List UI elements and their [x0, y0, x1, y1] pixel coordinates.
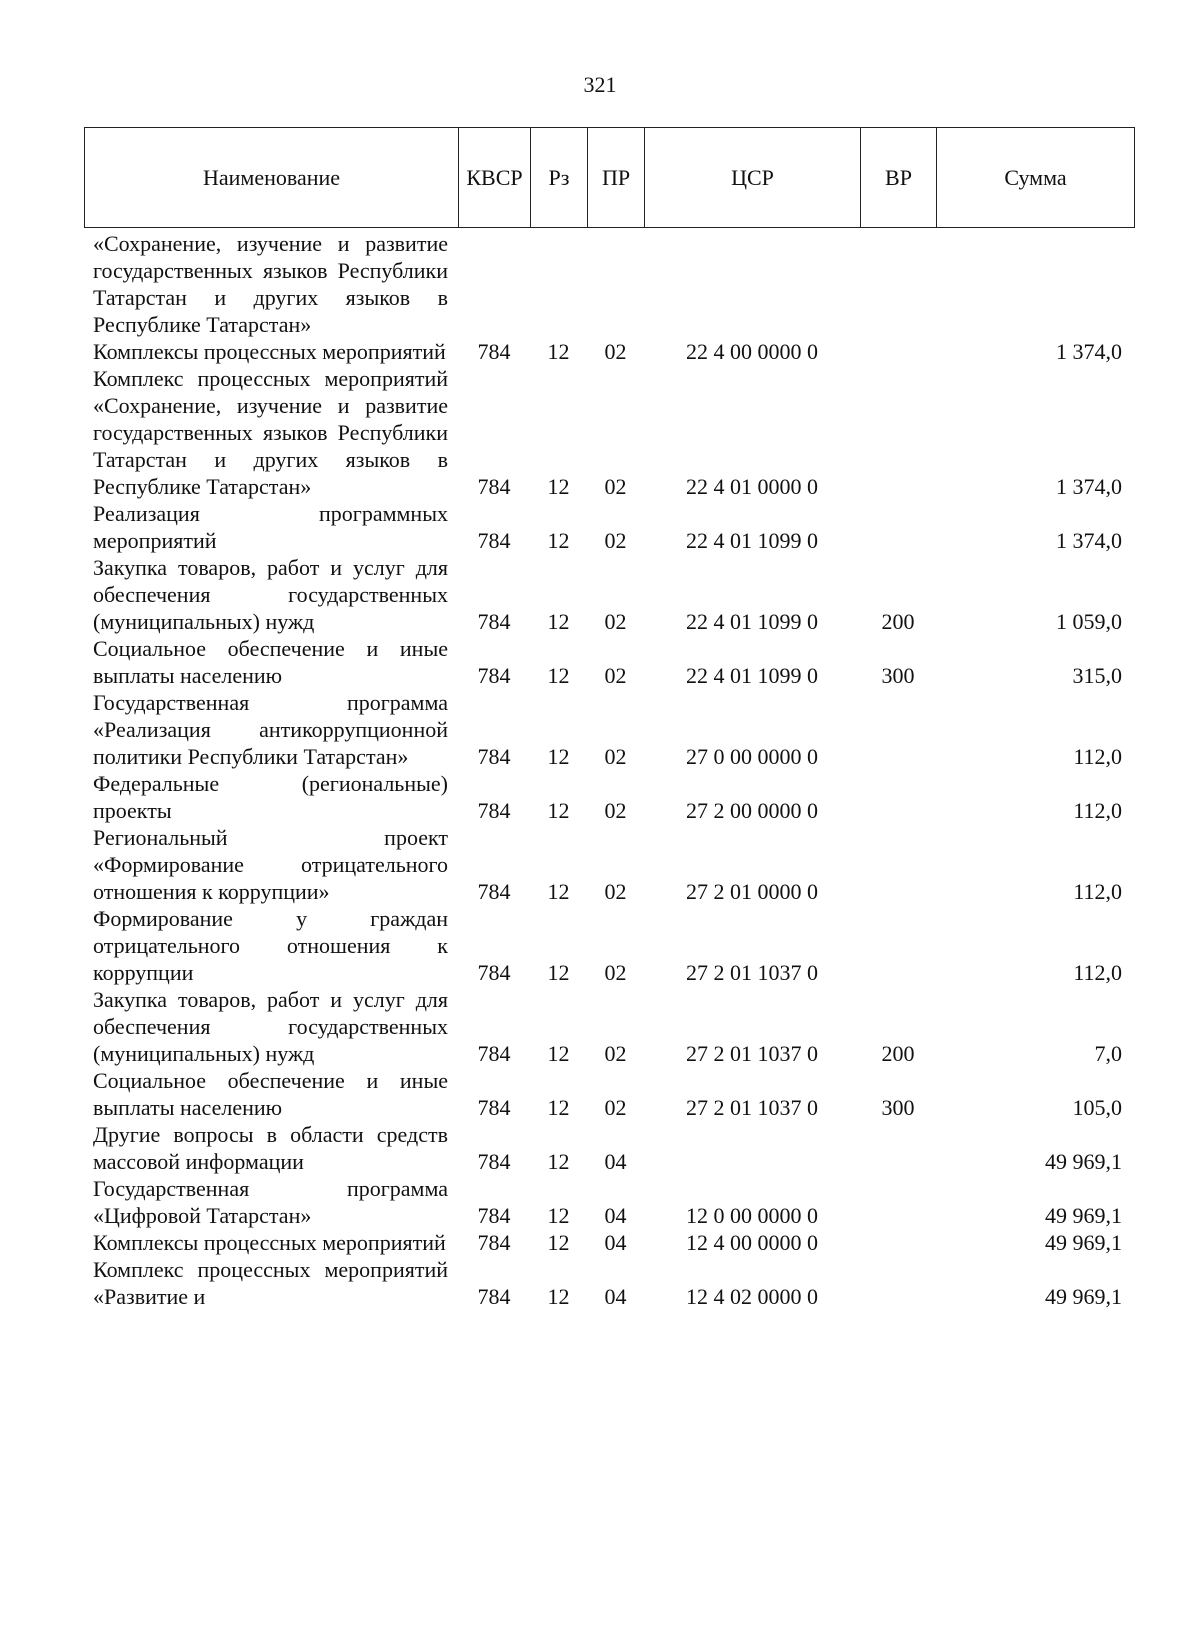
page-number: 321: [583, 72, 617, 97]
header-vr: ВР: [861, 128, 937, 228]
row-name: Комплекс процессных мероприятий «Развитие и: [93, 1257, 448, 1309]
row-rz: 12: [547, 609, 570, 634]
row-kvsr: 784: [477, 1203, 511, 1228]
header-pr: ПР: [588, 128, 645, 228]
budget-table: [84, 230, 1134, 1310]
row-csr: 27 2 01 1037 0: [686, 1095, 818, 1120]
row-rz: 12: [547, 744, 570, 769]
row-rz: 12: [547, 798, 570, 823]
row-kvsr: 784: [477, 1149, 511, 1174]
row-rz: 12: [547, 1284, 570, 1309]
row-kvsr: 784: [477, 879, 511, 904]
table-row: [84, 770, 1134, 824]
row-pr: 02: [604, 798, 627, 823]
row-rz: 12: [547, 1095, 570, 1120]
row-pr: 02: [604, 960, 627, 985]
row-name: Государственная программа «Цифровой Татарстан»: [93, 1176, 448, 1228]
row-csr: 12 4 02 0000 0: [686, 1284, 818, 1309]
row-kvsr: 784: [477, 528, 511, 553]
row-rz: 12: [547, 879, 570, 904]
row-sum: 1 059,0: [1056, 609, 1122, 634]
row-vr: [860, 1175, 936, 1229]
table-row: [84, 1229, 1134, 1256]
row-pr: 04: [604, 1230, 627, 1255]
table-row: [84, 230, 1134, 338]
header-name: Наименование: [85, 128, 459, 228]
table-header: [84, 127, 1135, 228]
table-row: [84, 1256, 1134, 1310]
row-sum: 49 969,1: [1045, 1230, 1122, 1255]
row-vr: 200: [881, 609, 915, 634]
row-sum: 1 374,0: [1056, 474, 1122, 499]
table-body: [84, 230, 1134, 1310]
row-sum: 105,0: [1072, 1095, 1122, 1120]
table-row: [84, 824, 1134, 905]
row-csr: 27 0 00 0000 0: [686, 744, 818, 769]
row-vr: [860, 770, 936, 824]
row-kvsr: 784: [477, 339, 511, 364]
row-name: Комплекс процессных мероприятий «Сохранение, изучение и развитие государственных языков Республики Татарстан и других языков в Республике Татарстан»: [93, 366, 448, 499]
row-name: Социальное обеспечение и иные выплаты населению: [93, 1068, 448, 1120]
row-sum: 49 969,1: [1045, 1149, 1122, 1174]
row-csr: 22 4 00 0000 0: [686, 339, 818, 364]
row-rz: 12: [547, 960, 570, 985]
row-csr: [644, 230, 860, 338]
row-kvsr: 784: [477, 960, 511, 985]
row-name: Закупка товаров, работ и услуг для обеспечения государственных (муниципальных) нужд: [93, 987, 448, 1066]
row-vr: [860, 824, 936, 905]
row-vr: 200: [881, 1041, 915, 1066]
row-name: Комплексы процессных мероприятий: [93, 1230, 446, 1255]
row-csr: 12 0 00 0000 0: [686, 1203, 818, 1228]
row-rz: 12: [547, 1149, 570, 1174]
row-vr: [860, 905, 936, 986]
row-kvsr: 784: [477, 1095, 511, 1120]
table-row: [84, 635, 1134, 689]
row-kvsr: 784: [477, 744, 511, 769]
row-csr: 22 4 01 1099 0: [686, 528, 818, 553]
row-kvsr: 784: [477, 609, 511, 634]
row-csr: 27 2 01 1037 0: [686, 960, 818, 985]
row-kvsr: 784: [477, 1230, 511, 1255]
table-row: [84, 905, 1134, 986]
row-csr: 22 4 01 1099 0: [686, 609, 818, 634]
row-sum: [936, 230, 1134, 338]
row-pr: 04: [604, 1203, 627, 1228]
row-rz: 12: [547, 663, 570, 688]
row-name: Закупка товаров, работ и услуг для обеспечения государственных (муниципальных) нужд: [93, 555, 448, 634]
row-vr: [860, 1121, 936, 1175]
row-pr: 02: [604, 1095, 627, 1120]
row-csr: [644, 1121, 860, 1175]
row-rz: 12: [547, 1041, 570, 1066]
row-rz: 12: [547, 474, 570, 499]
row-sum: 112,0: [1073, 744, 1122, 769]
row-pr: 02: [604, 663, 627, 688]
row-kvsr: [458, 230, 530, 338]
table-row: [84, 554, 1134, 635]
row-kvsr: 784: [477, 1284, 511, 1309]
row-name: «Сохранение, изучение и развитие государственных языков Республики Татарстан и других языков в Республике Татарстан»: [93, 231, 448, 337]
row-pr: 02: [604, 528, 627, 553]
table-row: [84, 689, 1134, 770]
row-pr: 02: [604, 474, 627, 499]
row-name: Социальное обеспечение и иные выплаты населению: [93, 636, 448, 688]
table-row: [84, 1175, 1134, 1229]
row-name: Комплексы процессных мероприятий: [93, 339, 446, 364]
row-pr: 02: [604, 1041, 627, 1066]
table-row: [84, 365, 1134, 500]
row-pr: 02: [604, 744, 627, 769]
row-rz: 12: [547, 1203, 570, 1228]
header-csr: ЦСР: [645, 128, 861, 228]
table-row: [84, 500, 1134, 554]
row-vr: [860, 365, 936, 500]
row-vr: [860, 230, 936, 338]
row-pr: 02: [604, 609, 627, 634]
row-vr: [860, 1229, 936, 1256]
table-row: [84, 338, 1134, 365]
row-csr: 22 4 01 1099 0: [686, 663, 818, 688]
row-sum: 1 374,0: [1056, 528, 1122, 553]
row-name: Формирование у граждан отрицательного отношения к коррупции: [93, 906, 448, 985]
row-pr: 04: [604, 1149, 627, 1174]
header-sum: Сумма: [937, 128, 1135, 228]
row-pr: 02: [604, 879, 627, 904]
row-pr: 04: [604, 1284, 627, 1309]
row-vr: [860, 338, 936, 365]
row-rz: 12: [547, 528, 570, 553]
header-rz: Рз: [531, 128, 588, 228]
row-vr: [860, 689, 936, 770]
row-csr: 27 2 00 0000 0: [686, 798, 818, 823]
row-sum: 112,0: [1073, 798, 1122, 823]
row-sum: 1 374,0: [1056, 339, 1122, 364]
row-kvsr: 784: [477, 474, 511, 499]
row-kvsr: 784: [477, 663, 511, 688]
row-rz: [530, 230, 587, 338]
row-vr: 300: [881, 663, 915, 688]
row-vr: [860, 500, 936, 554]
row-sum: 7,0: [1094, 1041, 1122, 1066]
row-sum: 315,0: [1072, 663, 1122, 688]
row-vr: [860, 1256, 936, 1310]
row-name: Другие вопросы в области средств массовой информации: [93, 1122, 448, 1174]
row-name: Региональный проект «Формирование отрицательного отношения к коррупции»: [93, 825, 448, 904]
row-kvsr: 784: [477, 798, 511, 823]
row-sum: 112,0: [1073, 960, 1122, 985]
header-kvsr: КВСР: [459, 128, 531, 228]
row-rz: 12: [547, 339, 570, 364]
row-pr: 02: [604, 339, 627, 364]
row-rz: 12: [547, 1230, 570, 1255]
table-row: [84, 1067, 1134, 1121]
row-name: Государственная программа «Реализация антикоррупционной политики Республики Татарстан»: [93, 690, 448, 769]
row-csr: 27 2 01 0000 0: [686, 879, 818, 904]
row-sum: 49 969,1: [1045, 1284, 1122, 1309]
row-sum: 112,0: [1073, 879, 1122, 904]
table-row: [84, 986, 1134, 1067]
row-vr: 300: [881, 1095, 915, 1120]
row-csr: 27 2 01 1037 0: [686, 1041, 818, 1066]
row-sum: 49 969,1: [1045, 1203, 1122, 1228]
table-row: [84, 1121, 1134, 1175]
row-kvsr: 784: [477, 1041, 511, 1066]
row-name: Федеральные (региональные) проекты: [93, 771, 448, 823]
row-name: Реализация программных мероприятий: [93, 501, 448, 553]
row-csr: 22 4 01 0000 0: [686, 474, 818, 499]
row-pr: [587, 230, 644, 338]
row-csr: 12 4 00 0000 0: [686, 1230, 818, 1255]
